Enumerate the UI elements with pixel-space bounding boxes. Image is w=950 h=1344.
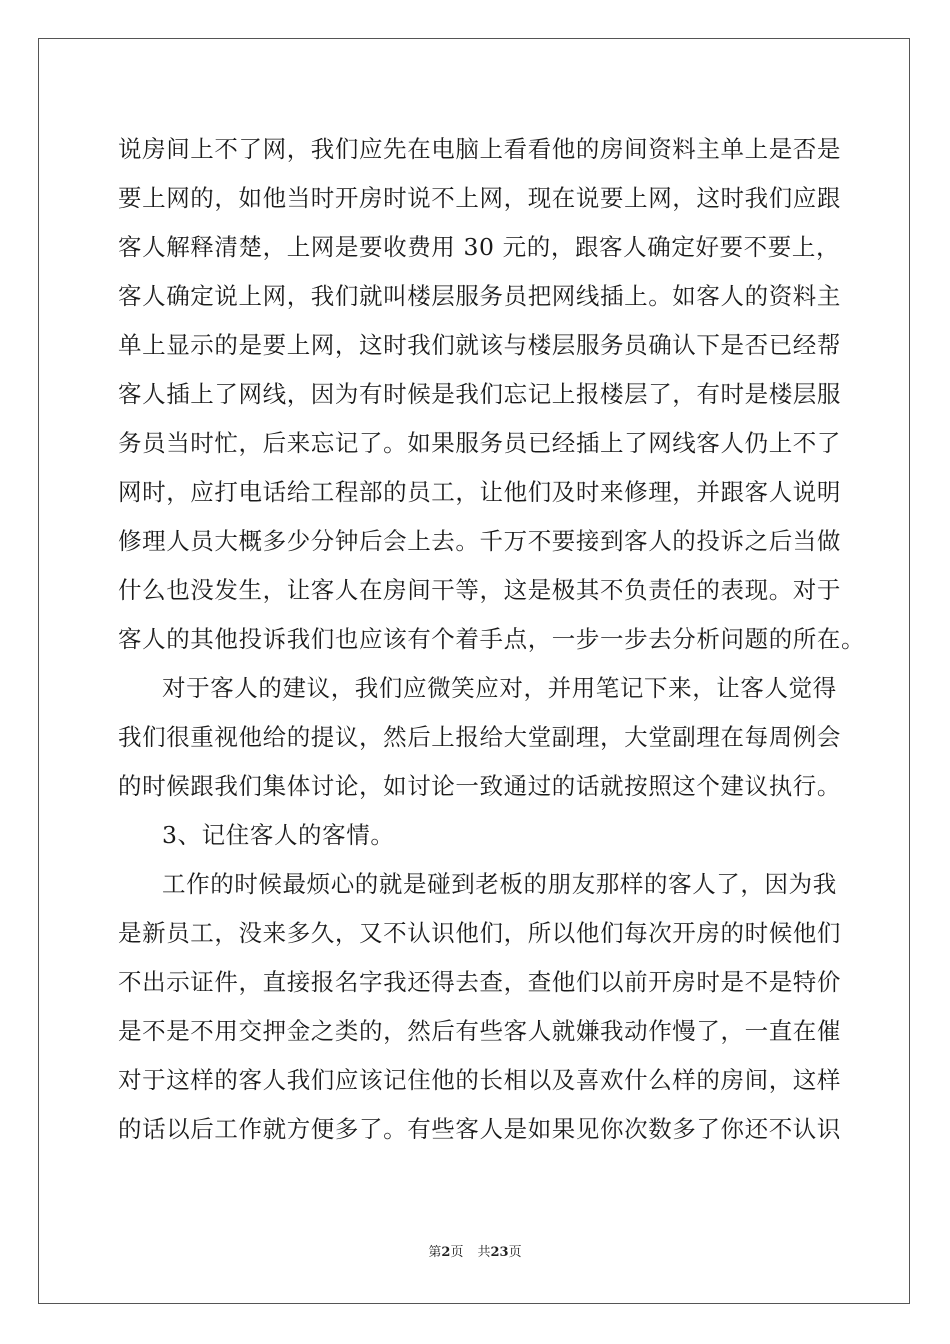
text-line: 我们很重视他给的提议，然后上报给大堂副理，大堂副理在每周例会	[118, 723, 841, 751]
text-line: 客人的其他投诉我们也应该有个着手点，一步一步去分析问题的所在。	[118, 625, 866, 653]
page-footer	[0, 1244, 950, 1262]
text-line: 是新员工，没来多久，又不认识他们，所以他们每次开房的时候他们	[118, 919, 841, 947]
section-heading: 3、记住客人的客情。	[162, 821, 395, 849]
text-line: 是不是不用交押金之类的，然后有些客人就嫌我动作慢了，一直在催	[118, 1017, 841, 1045]
text-line: 单上显示的是要上网，这时我们就该与楼层服务员确认下是否已经帮	[118, 331, 841, 359]
text-line: 不出示证件，直接报名字我还得去查，查他们以前开房时是不是特价	[118, 968, 841, 996]
text-line: 网时，应打电话给工程部的员工，让他们及时来修理，并跟客人说明	[118, 478, 841, 506]
page-total-prefix: 共	[477, 1245, 491, 1260]
text-line: 对于这样的客人我们应该记住他的长相以及喜欢什么样的房间，这样	[118, 1066, 841, 1094]
text-line: 说房间上不了网，我们应先在电脑上看看他的房间资料主单上是否是	[118, 135, 841, 163]
text-line: 务员当时忙，后来忘记了。如果服务员已经插上了网线客人仍上不了	[118, 429, 841, 457]
page-number-prefix: 第	[428, 1245, 442, 1260]
text-line: 客人解释清楚，上网是要收费用 30 元的，跟客人确定好要不要上，	[118, 233, 841, 261]
page-total: 23	[490, 1245, 509, 1260]
text-line: 要上网的，如他当时开房时说不上网，现在说要上网，这时我们应跟	[118, 184, 841, 212]
text-line: 客人插上了网线，因为有时候是我们忘记上报楼层了，有时是楼层服	[118, 380, 841, 408]
page-number-suffix: 页	[450, 1245, 464, 1260]
paragraph-first-line: 对于客人的建议，我们应微笑应对，并用笔记下来，让客人觉得	[162, 674, 837, 702]
text-line: 什么也没发生，让客人在房间干等，这是极其不负责任的表现。对于	[118, 576, 841, 604]
text-line: 修理人员大概多少分钟后会上去。千万不要接到客人的投诉之后当做	[118, 527, 841, 555]
page-total-suffix: 页	[508, 1245, 522, 1260]
text-line: 的时候跟我们集体讨论，如讨论一致通过的话就按照这个建议执行。	[118, 772, 841, 800]
page-number-current: 2	[441, 1245, 451, 1260]
text-line: 客人确定说上网，我们就叫楼层服务员把网线插上。如客人的资料主	[118, 282, 841, 310]
paragraph-first-line: 工作的时候最烦心的就是碰到老板的朋友那样的客人了，因为我	[162, 870, 837, 898]
text-line: 的话以后工作就方便多了。有些客人是如果见你次数多了你还不认识	[118, 1115, 841, 1143]
